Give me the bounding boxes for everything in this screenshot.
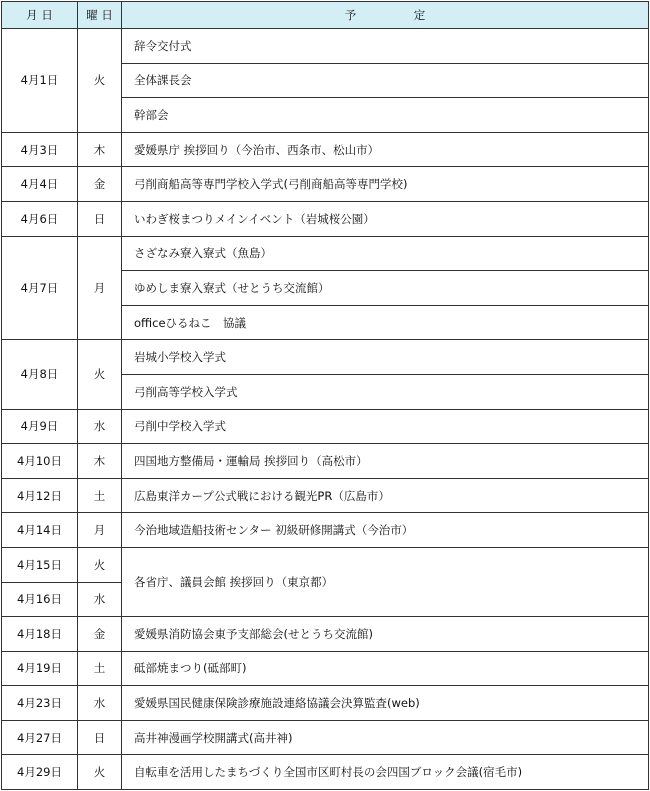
date-cell: 4月10日 <box>2 444 78 479</box>
date-cell: 4月18日 <box>2 617 78 652</box>
weekday-cell: 木 <box>78 132 122 167</box>
schedule-row <box>2 686 649 721</box>
event-cell: 弓削商船高等専門学校入学式(弓削商船高等専門学校) <box>122 167 649 202</box>
weekday-cell: 火 <box>78 547 122 582</box>
date-cell: 4月16日 <box>2 582 78 617</box>
header-weekday: 曜 日 <box>78 2 122 29</box>
date-cell: 4月19日 <box>2 651 78 686</box>
schedule-row <box>2 720 649 755</box>
weekday-cell: 月 <box>78 236 122 340</box>
schedule-row <box>2 236 649 271</box>
event-cell: 愛媛県消防協会東予支部総会(せとうち交流館) <box>122 617 649 652</box>
schedule-row <box>2 755 649 790</box>
schedule-row <box>2 167 649 202</box>
event-cell: 広島東洋カープ公式戦における観光PR（広島市） <box>122 478 649 513</box>
weekday-cell: 水 <box>78 582 122 617</box>
event-cell: 愛媛県国民健康保険診療施設連絡協議会決算監査(web) <box>122 686 649 721</box>
date-cell: 4月23日 <box>2 686 78 721</box>
date-cell: 4月6日 <box>2 201 78 236</box>
event-cell: 高井神漫画学校開講式(高井神) <box>122 720 649 755</box>
schedule-row <box>2 132 649 167</box>
event-cell: 各省庁、議員会館 挨拶回り（東京都） <box>122 547 649 616</box>
schedule-row <box>2 513 649 548</box>
weekday-cell: 水 <box>78 409 122 444</box>
event-cell: 弓削高等学校入学式 <box>122 374 649 409</box>
event-cell: 今治地域造船技術センター 初級研修開講式（今治市） <box>122 513 649 548</box>
schedule-row <box>2 547 649 582</box>
event-cell: いわぎ桜まつりメインイベント（岩城桜公園） <box>122 201 649 236</box>
weekday-cell: 水 <box>78 686 122 721</box>
date-cell: 4月14日 <box>2 513 78 548</box>
event-cell: さざなみ寮入寮式（魚島） <box>122 236 649 271</box>
weekday-cell: 金 <box>78 617 122 652</box>
date-cell: 4月7日 <box>2 236 78 340</box>
event-cell: ゆめしま寮入寮式（せとうち交流館） <box>122 271 649 306</box>
schedule-row <box>2 340 649 375</box>
event-cell: 愛媛県庁 挨拶回り（今治市、西条市、松山市） <box>122 132 649 167</box>
event-cell: 弓削中学校入学式 <box>122 409 649 444</box>
date-cell: 4月4日 <box>2 167 78 202</box>
event-cell: officeひるねこ 協議 <box>122 305 649 340</box>
date-cell: 4月27日 <box>2 720 78 755</box>
schedule-row <box>2 409 649 444</box>
date-cell: 4月9日 <box>2 409 78 444</box>
event-cell: 辞令交付式 <box>122 29 649 64</box>
date-cell: 4月8日 <box>2 340 78 409</box>
weekday-cell: 日 <box>78 720 122 755</box>
date-cell: 4月12日 <box>2 478 78 513</box>
header-row <box>2 2 649 29</box>
date-cell: 4月3日 <box>2 132 78 167</box>
schedule-row <box>2 651 649 686</box>
header-date: 月 日 <box>2 2 78 29</box>
schedule-row <box>2 29 649 64</box>
schedule-row <box>2 478 649 513</box>
weekday-cell: 火 <box>78 29 122 133</box>
date-cell: 4月29日 <box>2 755 78 790</box>
event-cell: 岩城小学校入学式 <box>122 340 649 375</box>
weekday-cell: 土 <box>78 651 122 686</box>
schedule-row <box>2 201 649 236</box>
weekday-cell: 月 <box>78 513 122 548</box>
weekday-cell: 土 <box>78 478 122 513</box>
event-cell: 四国地方整備局・運輸局 挨拶回り（高松市） <box>122 444 649 479</box>
weekday-cell: 火 <box>78 755 122 790</box>
event-cell: 砥部焼まつり(砥部町) <box>122 651 649 686</box>
date-cell: 4月1日 <box>2 29 78 133</box>
event-cell: 幹部会 <box>122 98 649 133</box>
weekday-cell: 金 <box>78 167 122 202</box>
schedule-table <box>1 1 649 790</box>
header-plan: 予 定 <box>122 2 649 29</box>
event-cell: 自転車を活用したまちづくり全国市区町村長の会四国ブロック会議(宿毛市) <box>122 755 649 790</box>
weekday-cell: 日 <box>78 201 122 236</box>
event-cell: 全体課長会 <box>122 63 649 98</box>
schedule-row <box>2 617 649 652</box>
date-cell: 4月15日 <box>2 547 78 582</box>
schedule-row <box>2 444 649 479</box>
weekday-cell: 火 <box>78 340 122 409</box>
weekday-cell: 木 <box>78 444 122 479</box>
schedule-body <box>2 29 649 790</box>
